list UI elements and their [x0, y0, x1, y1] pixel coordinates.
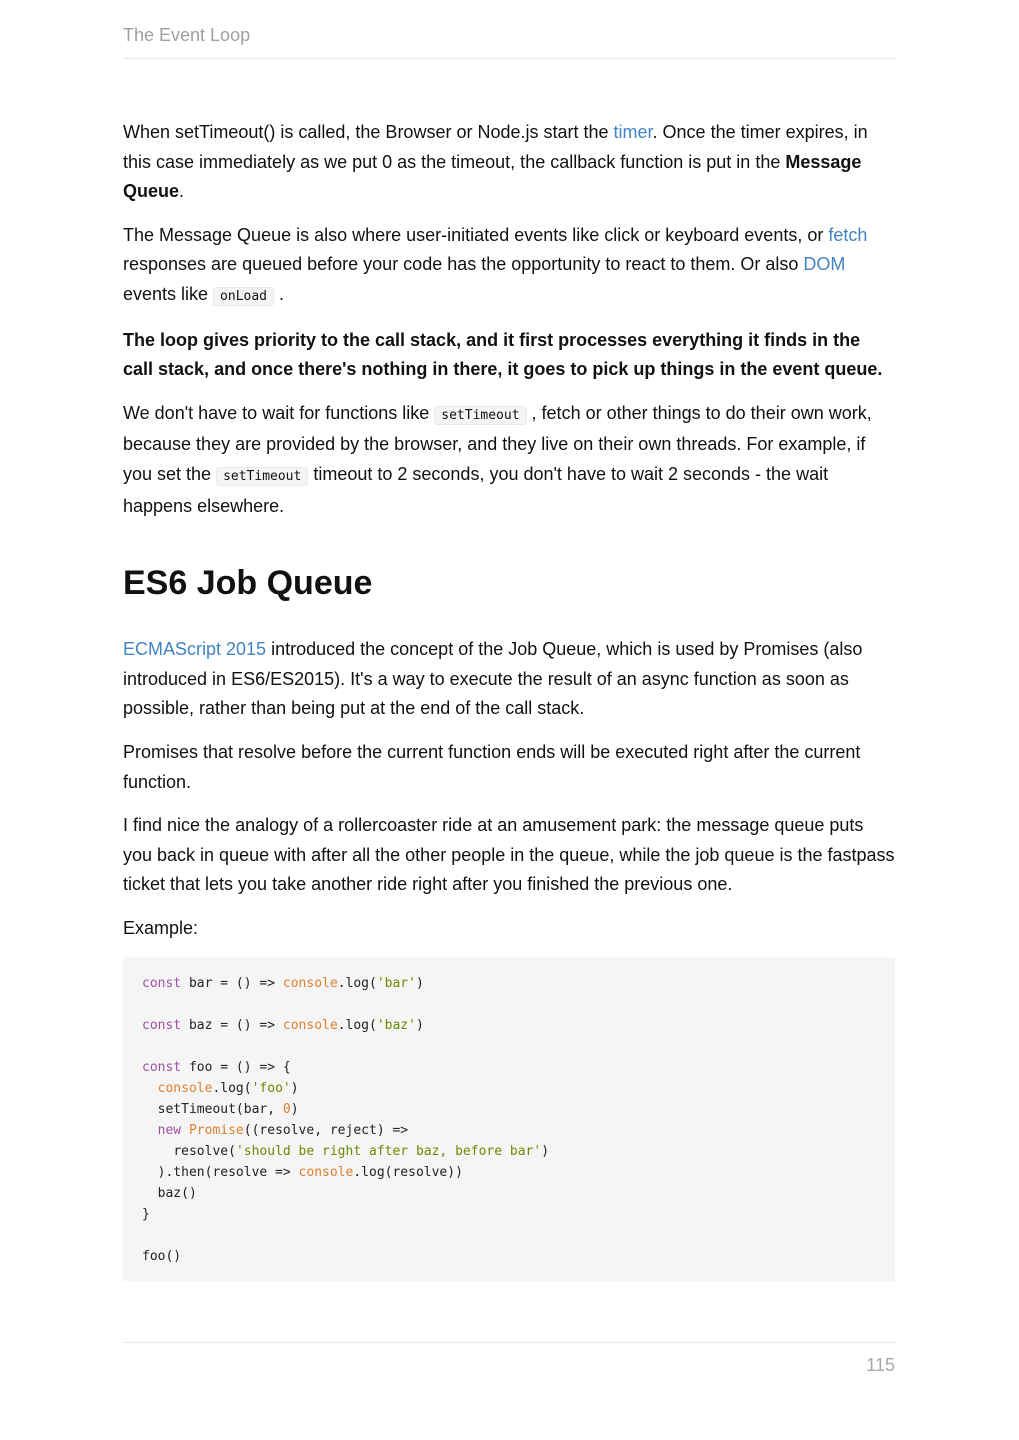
text: introduced the concept of the Job Queue, which is used by Promises (also introduced in ES6/ES2015). It's a way to execute the result of an async function as soon as possible, rather than being put at the end of the call stack.	[123, 639, 863, 719]
page-number: 115	[866, 1355, 895, 1375]
paragraph-threads	[123, 399, 895, 521]
code-token: const	[142, 1018, 182, 1034]
inline-code-onload: onLoad	[213, 287, 274, 306]
paragraph-job-queue	[123, 635, 895, 724]
code-token: console	[298, 1165, 354, 1181]
code-token: baz()	[157, 1186, 197, 1202]
code-token: .log(resolve))	[353, 1165, 463, 1181]
timer-link[interactable]: timer	[613, 122, 653, 142]
code-token: ((resolve, reject) =>	[243, 1123, 409, 1139]
code-token: .log(	[337, 1018, 377, 1034]
code-token: 'bar'	[376, 976, 416, 992]
code-token: console	[282, 976, 338, 992]
code-token: 0	[282, 1102, 291, 1118]
code-token: )	[415, 1018, 424, 1034]
code-token: resolve(	[173, 1144, 236, 1160]
bold-text: The loop gives priority to the call stack, and it first processes everything it finds in the call stack, and once there's nothing in there, it goes to pick up things in the event queue.	[123, 329, 883, 380]
text: .	[179, 181, 185, 202]
ecmascript-link[interactable]: ECMAScript 2015	[123, 639, 267, 660]
paragraph-message-queue	[123, 221, 895, 312]
code-block	[123, 957, 895, 1281]
code-token: 'should be right after baz, before bar'	[235, 1144, 542, 1160]
message-queue-bold: Message Queue	[123, 151, 862, 202]
code-token: 'baz'	[376, 1018, 416, 1034]
code-token: bar = () =>	[181, 976, 283, 992]
text: . Once the timer expires, in this case immediately as we put 0 as the timeout, the callback function is put in the	[123, 122, 868, 172]
dom-link[interactable]: DOM	[803, 254, 846, 275]
text: We don't have to wait for functions like	[123, 402, 435, 423]
text: events like	[123, 283, 214, 304]
code-token: foo = () => {	[181, 1060, 291, 1076]
code-token: }	[142, 1207, 150, 1223]
code-token: console	[157, 1081, 213, 1097]
code-token: 'foo'	[251, 1081, 291, 1097]
text: , fetch or other things to do their own work, because they are provided by the browser, and they live on their own threads. For example, if you set the	[123, 402, 872, 484]
code-token: .log(	[212, 1081, 252, 1097]
page-footer	[123, 1342, 895, 1375]
paragraph-loop-priority	[123, 326, 895, 385]
code-token: foo()	[142, 1249, 182, 1265]
fetch-link[interactable]: fetch	[828, 224, 868, 245]
paragraph-example-label: Example:	[123, 917, 199, 938]
inline-code-settimeout: setTimeout	[434, 406, 526, 425]
paragraph-analogy: I find nice the analogy of a rollercoaster ride at an amusement park: the message queue puts you back in queue with after all the other people in the queue, while the job queue is the fastpass ticket that lets you take another ride right after you finished the previous one.	[123, 815, 895, 895]
paragraph-promises: Promises that resolve before the current function ends will be executed right after the current function.	[123, 741, 861, 792]
code-token: )	[415, 976, 424, 992]
code-token: )	[290, 1081, 299, 1097]
code-token: baz = () =>	[181, 1018, 283, 1034]
code-token: const	[142, 976, 182, 992]
code-token: .log(	[337, 976, 377, 992]
text: .	[274, 283, 285, 304]
code-token: setTimeout(bar,	[157, 1102, 283, 1118]
code-token: console	[282, 1018, 338, 1034]
code-token: ).then(resolve =>	[157, 1165, 299, 1181]
inline-code-settimeout: setTimeout	[216, 467, 308, 486]
code-token: const	[142, 1060, 182, 1076]
text: timeout to 2 seconds, you don't have to wait 2 seconds - the wait happens elsewhere.	[123, 463, 829, 516]
section-heading: ES6 Job Queue	[123, 564, 373, 603]
paragraph-settimeout	[123, 118, 895, 207]
running-header	[123, 22, 895, 59]
text: The Message Queue is also where user-initiated events like click or keyboard events, or	[123, 224, 829, 245]
text: responses are queued before your code has the opportunity to react to them. Or also	[123, 254, 804, 275]
code-token: )	[290, 1102, 299, 1118]
header-title: The Event Loop	[123, 25, 251, 45]
code-token: new	[157, 1123, 182, 1139]
text: When setTimeout() is called, the Browser or Node.js start the	[123, 122, 614, 142]
code-token: )	[541, 1144, 550, 1160]
main-content	[123, 118, 895, 1281]
code-token	[181, 1123, 189, 1138]
code-token: Promise	[188, 1123, 244, 1139]
